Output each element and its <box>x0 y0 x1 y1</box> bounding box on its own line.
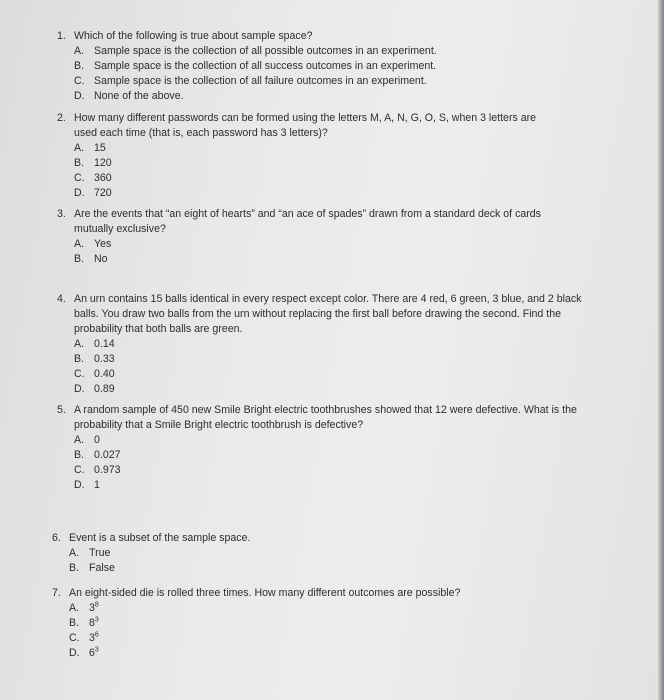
question-stem: An urn contains 15 balls identical in every respect except color. There are 4 red, 6 green, 3 blue, and 2 black balls. You draw two balls from the urn without replacing the first ball before drawing the second. Find the probability that both balls are green. <box>74 293 582 335</box>
option-b: B. False <box>69 562 115 574</box>
question-stem: An eight-sided die is rolled three times. How many different outcomes are possible? <box>69 587 461 599</box>
question-stem: Are the events that “an eight of hearts” and “an ace of spades” drawn from a standard deck of cards mutually exclusive? <box>74 208 541 235</box>
question-6 <box>52 531 502 576</box>
question-stem: Which of the following is true about sample space? <box>74 30 313 42</box>
option-d: D. 0.89 <box>74 383 115 395</box>
option-b: B. No <box>74 253 108 265</box>
option-a: A. Yes <box>74 238 112 250</box>
question-stem: Event is a subset of the sample space. <box>69 532 251 544</box>
question-stem: A random sample of 450 new Smile Bright electric toothbrushes showed that 12 were defective. What is the probability that a Smile Bright electric toothbrush is defective? <box>74 404 577 431</box>
option-b: B. 0.027 <box>74 449 121 461</box>
option-a: A. $3^8$ <box>69 601 99 614</box>
option-c: C. 0.973 <box>74 464 121 476</box>
option-b: B. 120 <box>74 157 112 169</box>
question-number: 6. <box>52 532 61 544</box>
option-b: B. Sample space is the collection of all success outcomes in an experiment. <box>74 60 437 72</box>
option-c: C. Sample space is the collection of all failure outcomes in an experiment. <box>74 75 427 87</box>
question-2 <box>57 111 557 201</box>
question-stem: How many different passwords can be formed using the letters M, A, N, G, O, S, when 3 letters are used each time (that is, each password has 3 letters)? <box>74 112 537 139</box>
option-a: A. 15 <box>74 142 106 154</box>
option-a: A. 0.14 <box>74 338 115 350</box>
option-c: C. 360 <box>74 172 112 184</box>
question-number: 3. <box>57 208 66 220</box>
option-c: C. 0.40 <box>74 368 115 380</box>
option-b: B. $8^3$ <box>69 616 99 629</box>
question-number: 2. <box>57 112 66 124</box>
question-number: 5. <box>57 404 66 416</box>
option-d: D. None of the above. <box>74 90 184 102</box>
option-c: C. $3^6$ <box>69 631 99 644</box>
option-d: D. $6^3$ <box>69 646 99 659</box>
question-1 <box>57 29 487 104</box>
question-4 <box>57 292 602 397</box>
question-3 <box>57 207 577 267</box>
question-number: 1. <box>57 30 66 42</box>
option-d: D. 720 <box>74 187 112 199</box>
option-d: D. 1 <box>74 479 100 491</box>
question-number: 7. <box>52 587 61 599</box>
option-a: A. Sample space is the collection of all possible outcomes in an experiment. <box>74 45 437 57</box>
option-a: A. True <box>69 547 111 559</box>
question-number: 4. <box>57 293 66 305</box>
question-7 <box>52 586 572 661</box>
option-a: A. 0 <box>74 434 100 446</box>
page-edge-shadow <box>658 0 664 700</box>
option-b: B. 0.33 <box>74 353 115 365</box>
question-5 <box>57 403 607 493</box>
